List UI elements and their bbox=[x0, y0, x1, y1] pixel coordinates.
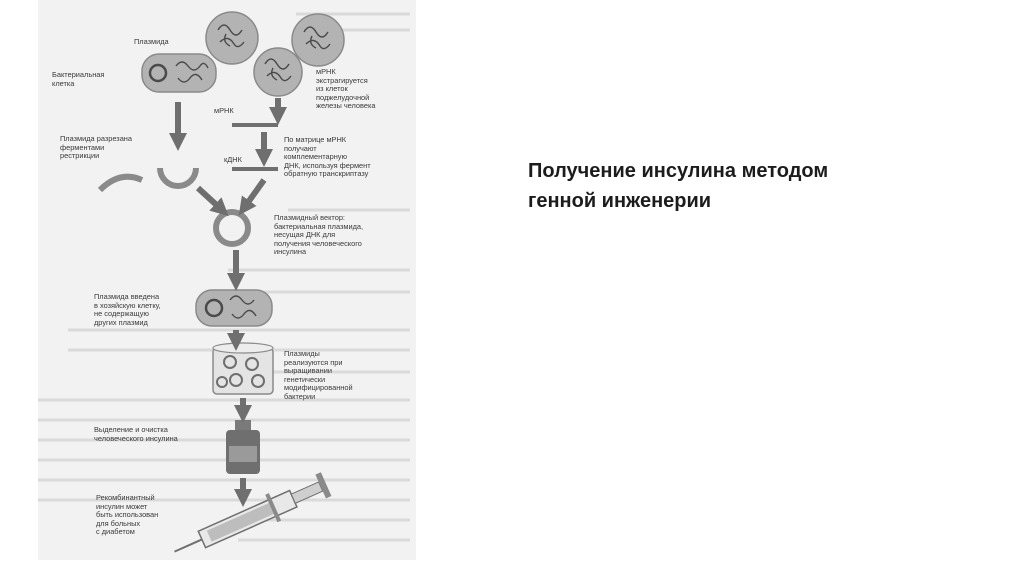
syringe bbox=[168, 470, 332, 560]
mrna-bar bbox=[232, 123, 278, 127]
label-bacterial-cell: Бактериальная клетка bbox=[52, 70, 105, 88]
label-plasmid: Плазмида bbox=[134, 37, 169, 46]
label-isolation: Выделение и очистка человеческого инсулина bbox=[94, 425, 178, 443]
slide-title: Получение инсулина методом генной инженерии bbox=[528, 160, 829, 212]
label-plasmid-vector: Плазмидный вектор: бактериальная плазмида, несущая ДНК для получения человеческого инсулина bbox=[274, 213, 364, 257]
insulin-bottle bbox=[226, 420, 260, 474]
plasmid-vector bbox=[216, 212, 248, 244]
label-recombinant: Рекомбинантный инсулин может быть использован для больных с диабетом bbox=[96, 493, 159, 537]
bacterial-cell bbox=[142, 54, 216, 92]
label-plasmid-cut: Плазмида разрезана ферментами рестрикции bbox=[60, 134, 133, 161]
label-cdna: кДНК bbox=[224, 155, 242, 164]
pancreas-cell bbox=[206, 12, 258, 64]
label-plasmids-realized: Плазмиды реализуются при выращивании генетически модифицированной бактерии bbox=[284, 349, 353, 401]
pancreas-cell bbox=[292, 14, 344, 66]
label-cdna-template: По матрице мРНК получают комплементарную ДНК, используя фермент обратную транскриптазу bbox=[284, 135, 371, 179]
label-mrna: мРНК bbox=[214, 106, 234, 115]
pancreas-cell bbox=[254, 48, 302, 96]
plasmid-fragment bbox=[100, 177, 142, 190]
host-cell bbox=[196, 290, 272, 326]
label-plasmid-introduced: Плазмида введена в хозяйскую клетку, не содержащую других плазмид bbox=[94, 292, 161, 327]
culture-vessel bbox=[213, 343, 273, 394]
insulin-production-diagram bbox=[38, 0, 416, 560]
cdna-bar bbox=[232, 167, 278, 171]
label-mrna-extracted: мРНК экстрагируется из клеток поджелудочной железы человека bbox=[316, 67, 376, 111]
cut-plasmid bbox=[160, 168, 196, 186]
